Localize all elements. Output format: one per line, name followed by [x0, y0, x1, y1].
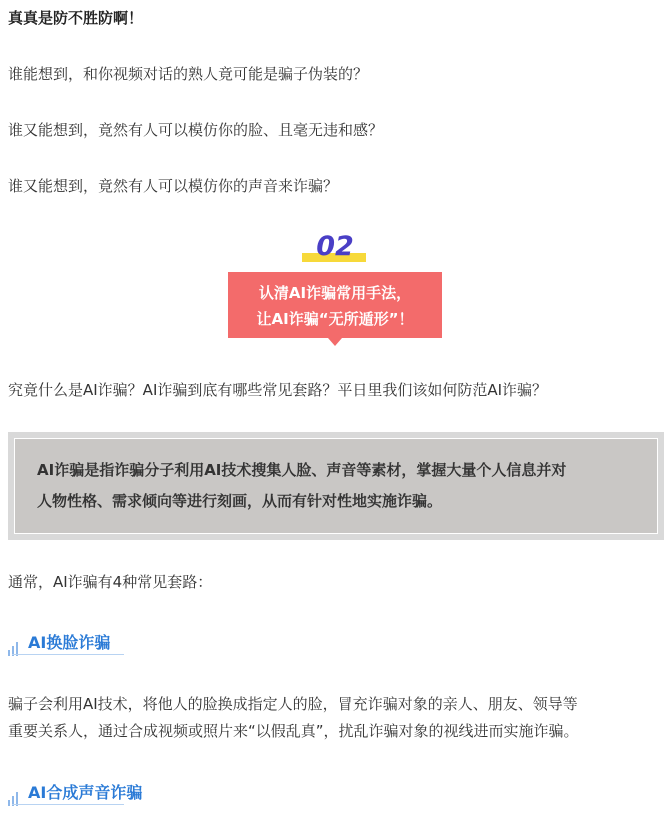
section-banner — [228, 272, 442, 338]
intro-question: 究竟什么是AI诈骗？AI诈骗到底有哪些常见套路？平日里我们该如何防范AI诈骗？ — [8, 381, 548, 399]
subheading-title: AI换脸诈骗 — [28, 633, 111, 652]
routines-intro: 通常，AI诈骗有4种常见套路： — [8, 573, 213, 591]
definition-box — [8, 432, 664, 540]
question-3: 谁又能想到，竟然有人可以模仿你的声音来诈骗？ — [8, 177, 339, 195]
subheading-face-swap — [8, 628, 128, 660]
banner-pointer — [328, 338, 342, 346]
question-1: 谁能想到，和你视频对话的熟人竟可能是骗子伪装的？ — [8, 65, 369, 83]
article-heading: 真真是防不胜防啊！ — [8, 9, 144, 27]
subheading-underline — [12, 804, 124, 805]
section-number: 02 — [316, 231, 354, 262]
face-swap-line-1: 骗子会利用AI技术，将他人的脸换成指定人的脸，冒充诈骗对象的亲人、朋友、领导等 — [8, 695, 578, 713]
definition-line-1: AI诈骗是指诈骗分子利用AI技术搜集人脸、声音等素材，掌握大量个人信息并对 — [37, 461, 567, 479]
definition-text — [14, 438, 658, 534]
question-2: 谁又能想到，竟然有人可以模仿你的脸、且毫无违和感？ — [8, 121, 384, 139]
face-swap-line-2: 重要关系人，通过合成视频或照片来“以假乱真”，扰乱诈骗对象的视线进而实施诈骗。 — [8, 722, 579, 740]
section-number-badge — [298, 231, 372, 264]
banner-line-2: 让AI诈骗“无所遁形”！ — [256, 310, 414, 328]
subheading-voice-synthesis — [8, 778, 143, 810]
definition-line-2: 人物性格、需求倾向等进行刻画，从而有针对性地实施诈骗。 — [37, 492, 443, 510]
subheading-title: AI合成声音诈骗 — [28, 783, 143, 802]
banner-line-1: 认清AI诈骗常用手法， — [258, 284, 412, 302]
subheading-underline — [12, 654, 124, 655]
